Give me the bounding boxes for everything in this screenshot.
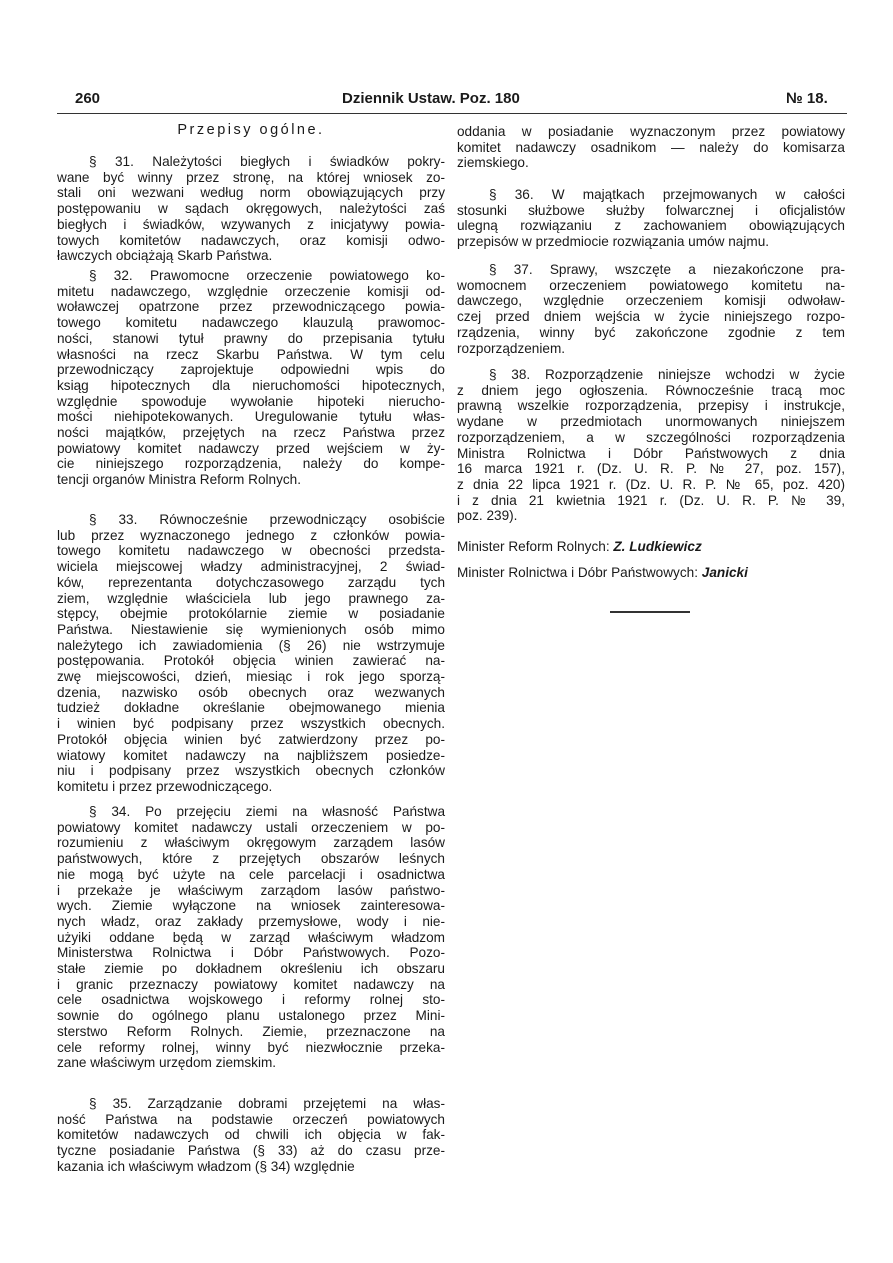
signature-minister-reform: [457, 539, 702, 554]
text-line: dzenia, nazwisko osób obecnych oraz wezwanych: [57, 684, 445, 700]
issue-number: № 18.: [786, 90, 828, 107]
text-line: ków, reprezentanta dotychczasowego zarządu tych: [57, 574, 445, 590]
text-line: oddania w posiadanie wyznaczonym przez powiatowy: [457, 124, 845, 139]
text-line: wiatowy komitet nadawczy na najbliższem posiedze-: [57, 747, 445, 763]
text-line: womocnem orzeczeniem powiatowego komitetu na-: [457, 277, 845, 293]
paragraph-37: [457, 262, 845, 356]
text-line: stali oni wezwani według norm obowiązujących przy: [57, 185, 445, 201]
text-line: rozporządzeniem.: [457, 340, 566, 356]
signature-role: Minister Rolnictwa i Dóbr Państwowych:: [457, 565, 698, 580]
text-line: wych. Ziemie wyłączone na wniosek zainteresowa-: [57, 898, 445, 914]
text-line: stałe ziemie po dokładnem określeniu ich obszaru: [57, 961, 445, 977]
text-line: § 38. Rozporządzenie niniejsze wchodzi w życie: [489, 367, 845, 382]
text-line: § 37. Sprawy, wszczęte a niezakończone pra-: [489, 262, 845, 277]
text-line: § 33. Równocześnie przewodniczący osobiście: [89, 512, 445, 527]
text-line: towego komitetu nadawczego klauzulą prawomoc-: [57, 315, 445, 331]
text-line: własności na rzecz Skarbu Państwa. W tym celu: [57, 346, 445, 362]
text-line: Ministra Rolnictwa i Dóbr Państwowych z dnia: [457, 445, 845, 461]
text-line: rozumieniu z właściwym okręgowym zarządem lasów: [57, 835, 445, 851]
text-line: czej przed dniem wejścia w życie niniejszego rozpo-: [457, 309, 845, 325]
text-line: ziemskiego.: [457, 155, 529, 171]
paragraph-36: [457, 187, 845, 250]
text-line: stępcy, obejmie protokólarnie ziemie w posiadanie: [57, 606, 445, 622]
text-line: ksiąg hipotecznych dla nieruchomości hipotecznych,: [57, 377, 445, 393]
text-line: komitetu i przez przewodniczącego.: [57, 778, 273, 794]
signature-role: Minister Reform Rolnych:: [457, 539, 610, 554]
text-line: z dnia 22 lipca 1921 r. (Dz. U. R. P. № 65, poz. 420): [457, 476, 845, 492]
text-line: rozporządzeniem, a w szczególności rozporządzenia: [457, 429, 845, 445]
text-line: z dniem jego ogłoszenia. Równocześnie tracą moc: [457, 382, 845, 398]
signature-name: Janicki: [701, 565, 748, 580]
section-title: Przepisy ogólne.: [177, 122, 325, 138]
text-line: ławczych obciążają Skarb Państwa.: [57, 248, 273, 264]
paragraph-31: [57, 154, 445, 264]
journal-header: Dziennik Ustaw. Poz. 180: [342, 90, 520, 107]
text-line: mitetu nadawczego, względnie orzeczenie komisji od-: [57, 283, 445, 299]
text-line: i przekaże je właściwym zarządom lasów państwo-: [57, 882, 445, 898]
signature-minister-agriculture: [457, 565, 748, 580]
text-line: tyczne posiadanie Państwa (§ 33) aż do czasu prze-: [57, 1143, 445, 1159]
text-line: przewodniczący zaprojektuje odpowiedni wpis do: [57, 362, 445, 378]
text-line: kazania ich właściwym władzom (§ 34) względnie: [57, 1158, 355, 1174]
text-line: towych komitetów nadawczych, oraz komisji odwo-: [57, 232, 445, 248]
text-line: tencji organów Ministra Reform Rolnych.: [57, 472, 302, 488]
text-line: przepisów w przedmiocie rozwiązania umów najmu.: [457, 234, 770, 250]
text-line: ziem, względnie właściciela lub jego prawnego za-: [57, 590, 445, 606]
text-line: komitetów nadawczych od chwili ich objęcia w fak-: [57, 1127, 445, 1143]
text-line: niu i podpisany przez wszystkich obecnych członków: [57, 763, 445, 779]
text-line: Państwa. Niestawienie się wymienionych osób mimo: [57, 621, 445, 637]
text-line: zane właściwym urzędom ziemskim.: [57, 1055, 277, 1071]
text-line: woławczej opatrzone przez przewodniczącego powia-: [57, 299, 445, 315]
text-line: nych władz, oraz zakłady przemysłowe, wody i nie-: [57, 913, 445, 929]
text-line: należytego ich zawiadomienia (§ 26) nie wstrzymuje: [57, 637, 445, 653]
text-line: § 32. Prawomocne orzeczenie powiatowego ko-: [89, 268, 445, 283]
text-line: biegłych i świadków, wzywanych z inicjatywy powia-: [57, 216, 445, 232]
text-line: stosunki służbowe służby folwarcznej i oficjalistów: [457, 202, 845, 218]
text-line: nie mogą być użyte na cele parcelacji i osadnictwa: [57, 866, 445, 882]
text-line: 16 marca 1921 r. (Dz. U. R. P. № 27, poz. 157),: [457, 461, 845, 477]
paragraph-35: [57, 1096, 445, 1175]
text-line: ność Państwa na podstawie orzeczeń powiatowych: [57, 1111, 445, 1127]
text-line: Ministerstwa Rolnictwa i Dóbr Państwowych. Pozo-: [57, 945, 445, 961]
text-line: rządzenia, winny być zakończone zgodnie z tem: [457, 324, 845, 340]
text-line: powiatowy komitet nadawczy przed wejściem w ży-: [57, 440, 445, 456]
text-line: względnie spowoduje wywołanie hipoteki nierucho-: [57, 393, 445, 409]
text-line: wydane w przedmiotach unormowanych niniejszem: [457, 414, 845, 430]
text-line: § 31. Należytości biegłych i świadków pokry-: [89, 154, 445, 169]
paragraph-38: [457, 367, 845, 524]
text-line: postępowania. Protokół objęcia winien zawierać na-: [57, 653, 445, 669]
header-rule: [57, 113, 847, 114]
paragraph-32: [57, 268, 445, 488]
text-line: dawczego, względnie orzeczeniem komisji odwoław-: [457, 293, 845, 309]
text-line: sterstwo Reform Rolnych. Ziemie, przeznaczone na: [57, 1023, 445, 1039]
text-line: zwę miejscowości, dzień, miesiąc i rok jego sporzą-: [57, 669, 445, 685]
text-line: państwowych, które z przejętych obszarów leśnych: [57, 851, 445, 867]
text-line: prawną wszelkie rozporządzenia, przepisy i instrukcje,: [457, 398, 845, 414]
text-line: § 35. Zarządzanie dobrami przejętemi na włas-: [89, 1096, 445, 1111]
text-line: towego komitetu nadawczego w obecności przedsta-: [57, 543, 445, 559]
text-line: powiatowy komitet nadawczy ustali orzeczeniem w po-: [57, 819, 445, 835]
text-line: użyiki oddane będą w zarząd właściwym władzom: [57, 929, 445, 945]
text-line: ności, stanowi tytuł prawny do przepisania tytułu: [57, 330, 445, 346]
text-line: cie niniejszego rozporządzenia, należy do kompe-: [57, 456, 445, 472]
text-line: i winien być podpisany przez wszystkich obecnych.: [57, 716, 445, 732]
text-line: sownie do ogólnego planu ustalonego przez Mini-: [57, 1008, 445, 1024]
signature-name: Z. Ludkiewicz: [613, 539, 702, 554]
text-line: tudzież dokładne określanie obejmowanego mienia: [57, 700, 445, 716]
text-line: wiciela miejscowej władzy administracyjnej, 2 świad-: [57, 559, 445, 575]
text-line: § 34. Po przejęciu ziemi na własność Państwa: [89, 804, 445, 819]
text-line: ulegną rozwiązaniu z zachowaniem obowiązujących: [457, 218, 845, 234]
text-line: wane być winny przez stronę, na której wniosek zo-: [57, 169, 445, 185]
text-line: poz. 239).: [457, 508, 518, 524]
paragraph-34: [57, 804, 445, 1071]
paragraph-35-continued: [457, 124, 845, 171]
page-number: 260: [75, 90, 101, 107]
text-line: postępowaniu w sądach okręgowych, należytości zaś: [57, 201, 445, 217]
text-line: § 36. W majątkach przejmowanych w całości: [489, 187, 845, 202]
text-line: komitet nadawczy osadnikom — należy do komisarza: [457, 139, 845, 155]
text-line: cele osadnictwa wojskowego i reformy rolnej sto-: [57, 992, 445, 1008]
text-line: ności majątków, przejętych na rzecz Państwa przez: [57, 425, 445, 441]
text-line: Protokół objęcia winien być zatwierdzony przez po-: [57, 731, 445, 747]
paragraph-33: [57, 512, 445, 795]
text-line: lub przez wyznaczonego jednego z członków powia-: [57, 527, 445, 543]
text-line: cele reformy rolnej, winny być niezwłocznie przeka-: [57, 1039, 445, 1055]
text-line: i granic przeznaczy powiatowy komitet nadawczy na: [57, 976, 445, 992]
end-rule: [610, 611, 690, 613]
text-line: mości niehipotekowanych. Uregulowanie tytułu włas-: [57, 409, 445, 425]
text-line: i z dnia 21 kwietnia 1921 r. (Dz. U. R. P. № 39,: [457, 492, 845, 508]
